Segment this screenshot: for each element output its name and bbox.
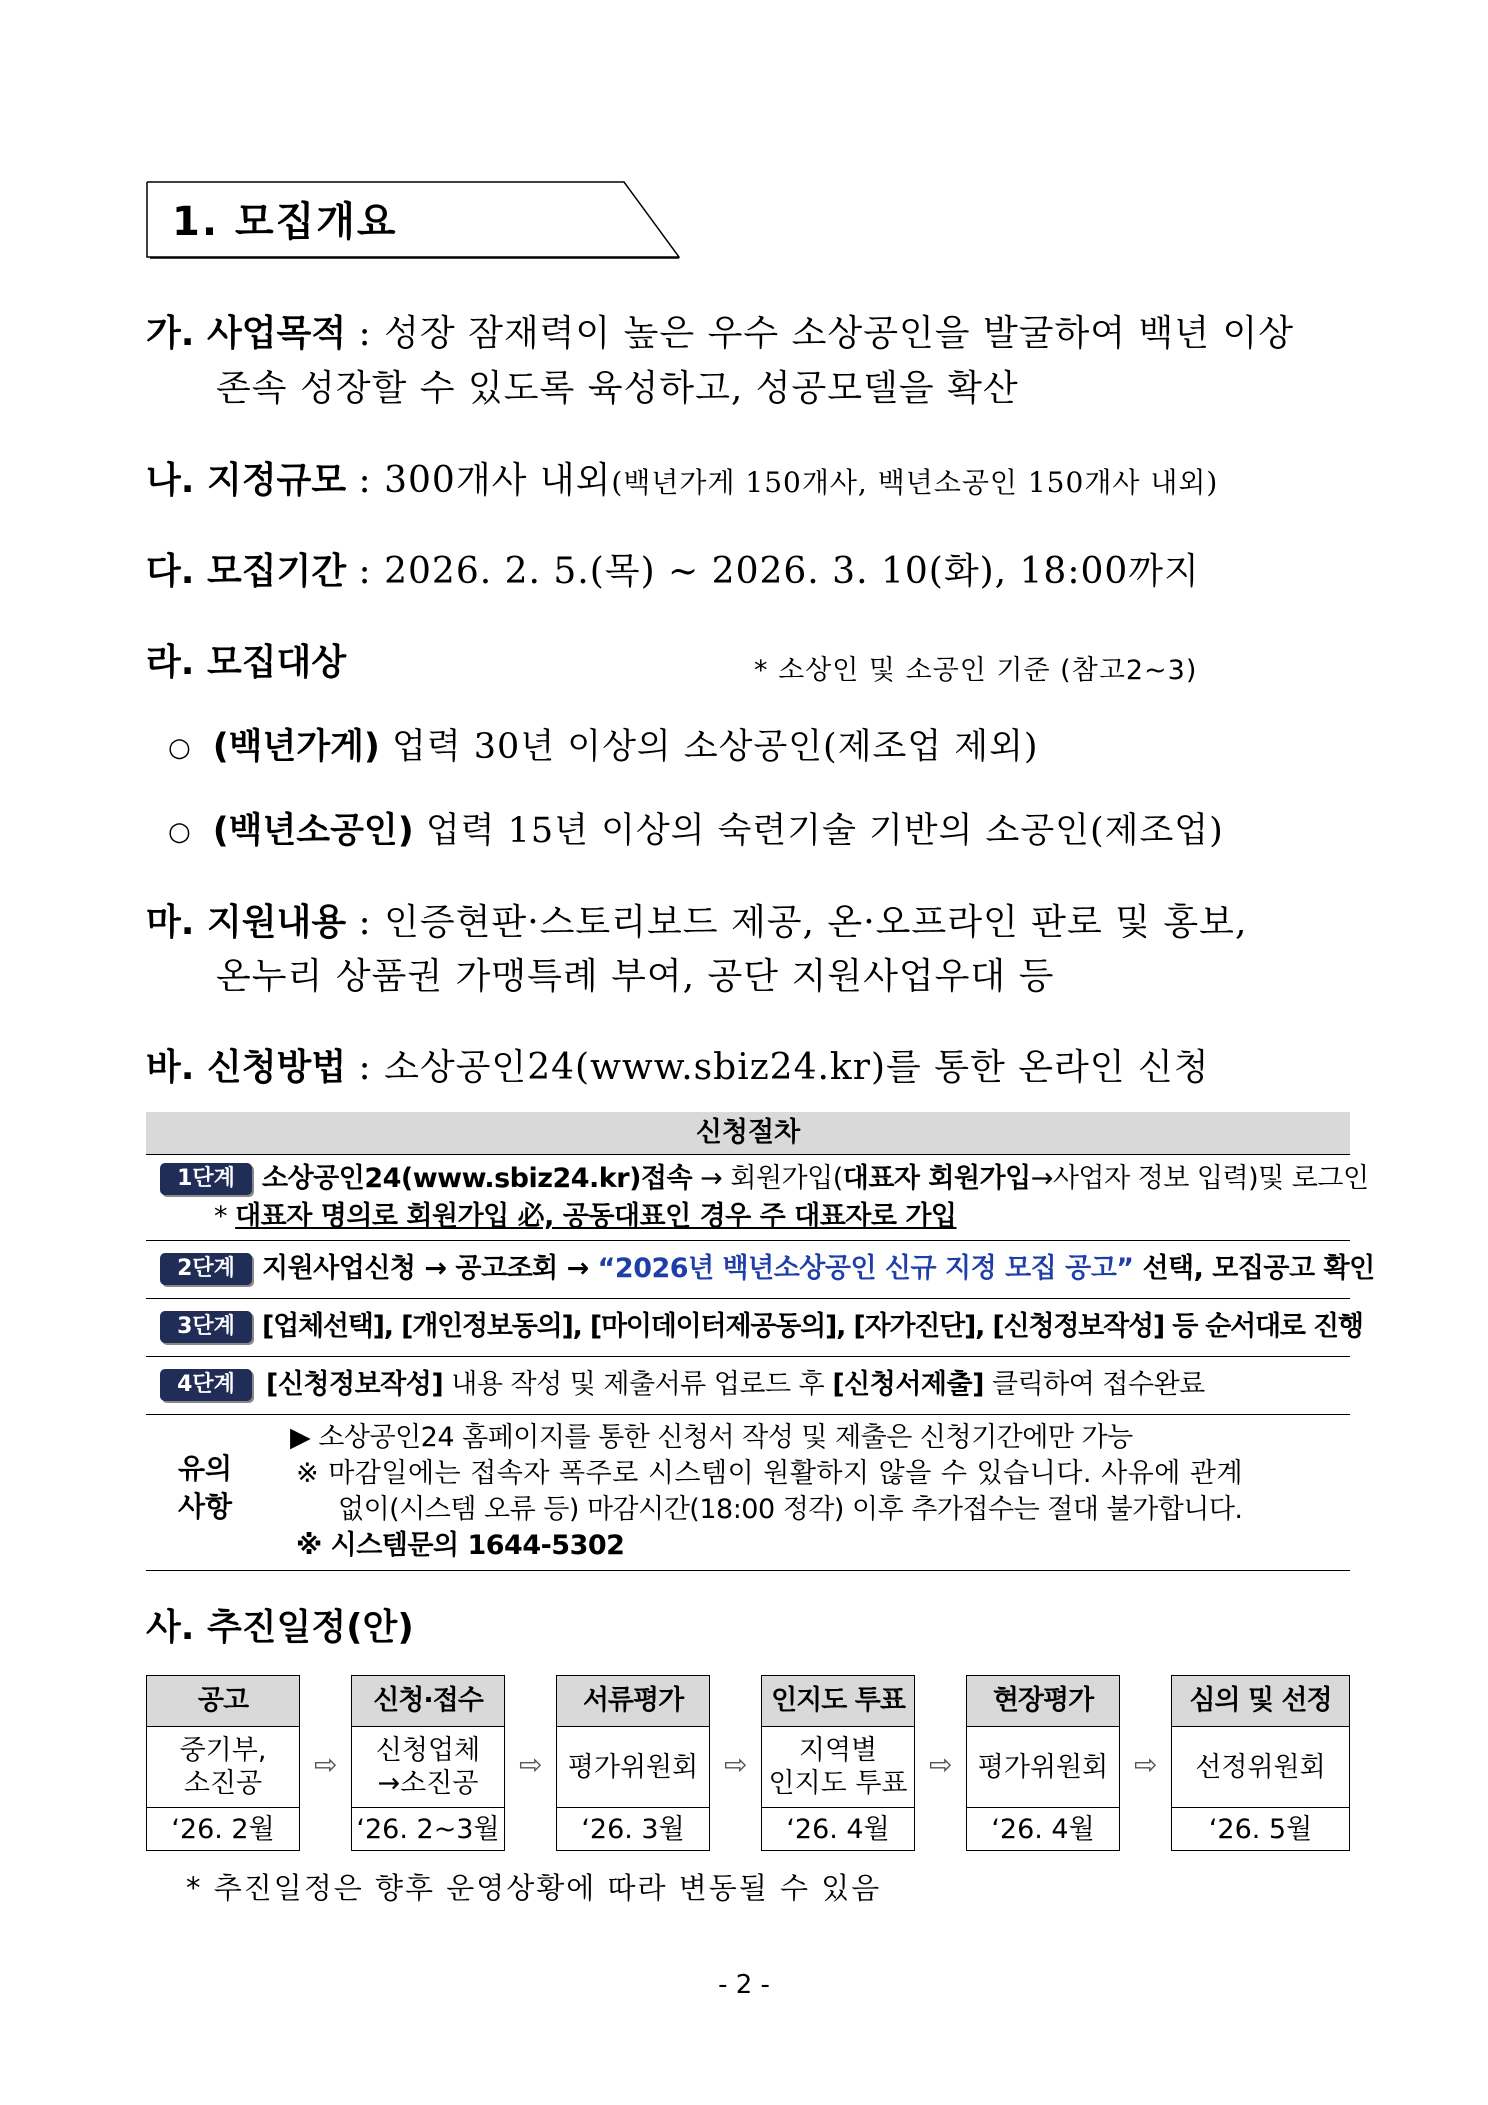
arrow-right-icon: ⇨	[929, 1748, 953, 1781]
arrow-right-icon: ⇨	[724, 1748, 748, 1781]
notice-label: 유의 사항	[178, 1452, 233, 1523]
step-1-text: 소상공인24(www.sbiz24.kr)접속 → 회원가입(대표자 회원가입→사업자 정보 입력)및 로그인	[262, 1163, 1369, 1194]
section-title: 1. 모집개요	[172, 199, 398, 245]
schedule-step: 서류평가 평가위원회 ‘26. 3월	[556, 1675, 710, 1851]
section-ga-body: 성장 잠재력이 높은 우수 소상공인을 발굴하여 백년 이상	[384, 313, 1295, 354]
step-2-text: 지원사업신청 → 공고조회 → “2026년 백년소상공인 신규 지정 모집 공고” 선택, 모집공고 확인	[262, 1253, 1375, 1284]
notice-line-3: 없이(시스템 오류 등) 마감시간(18:00 정각) 이후 추가접수는 절대 불가합니다.	[338, 1494, 1243, 1525]
step-4-text: [신청정보작성] 내용 작성 및 제출서류 업로드 후 [신청서제출] 클릭하여 접수완료	[266, 1369, 1205, 1400]
page-number: - 2 -	[718, 1970, 770, 2000]
arrow-right-icon: ⇨	[519, 1748, 543, 1781]
notice-line-4: ※ 시스템문의 1644-5302	[296, 1530, 625, 1561]
list-item: ○ (백년가게) 업력 30년 이상의 소상공인(제조업 제외)	[168, 727, 1039, 767]
section-ga-body-cont: 존속 성장할 수 있도록 육성하고, 성공모델을 확산	[216, 368, 1019, 409]
schedule-note: * 추진일정은 향후 운영상황에 따라 변동될 수 있음	[186, 1871, 882, 1905]
section-ra: 라. 모집대상	[146, 642, 347, 683]
schedule-step: 공고 중기부, 소진공 ‘26. 2월	[146, 1675, 300, 1851]
arrow-right-icon: ⇨	[1134, 1748, 1158, 1781]
schedule-step: 심의 및 선정 선정위원회 ‘26. 5월	[1171, 1675, 1350, 1851]
section-da: 다. 모집기간 : 2026. 2. 5.(목) ~ 2026. 3. 10(화), 18:00까지	[146, 551, 1200, 592]
divider	[146, 1298, 1350, 1299]
divider	[146, 1240, 1350, 1241]
schedule-step: 현장평가 평가위원회 ‘26. 4월	[966, 1675, 1120, 1851]
schedule-step: 인지도 투표 지역별 인지도 투표 ‘26. 4월	[761, 1675, 915, 1851]
section-ga-head: 가. 사업목적	[146, 313, 347, 354]
step-badge-2: 2단계	[160, 1253, 252, 1285]
step-badge-4: 4단계	[160, 1369, 252, 1401]
schedule-step: 신청·접수 신청업체 →소진공 ‘26. 2~3월	[351, 1675, 505, 1851]
notice-line-2: ※ 마감일에는 접속자 폭주로 시스템이 원활하지 않을 수 있습니다. 사유에 관계	[296, 1458, 1244, 1489]
step-badge-1: 1단계	[160, 1163, 252, 1195]
procedure-header: 신청절차	[146, 1112, 1350, 1155]
section-ra-note: * 소상인 및 소공인 기준 (참고2~3)	[754, 655, 1198, 686]
notice-line-1: ▶ 소상공인24 홈페이지를 통한 신청서 작성 및 제출은 신청기간에만 가능	[290, 1422, 1133, 1453]
divider	[146, 1570, 1350, 1571]
section-ga: 가. 사업목적 : 성장 잠재력이 높은 우수 소상공인을 발굴하여 백년 이상	[146, 313, 1295, 354]
step-1-note: * 대표자 명의로 회원가입 必, 공동대표인 경우 주 대표자로 가입	[214, 1201, 957, 1232]
divider	[146, 1414, 1350, 1415]
section-ba: 바. 신청방법 : 소상공인24(www.sbiz24.kr)를 통한 온라인 신청	[146, 1047, 1210, 1088]
step-badge-3: 3단계	[160, 1311, 252, 1343]
section-na: 나. 지정규모 : 300개사 내외(백년가게 150개사, 백년소공인 150개사 내외)	[146, 460, 1219, 501]
section-ma-body-cont: 온누리 상품권 가맹특례 부여, 공단 지원사업우대 등	[216, 956, 1055, 997]
arrow-right-icon: ⇨	[314, 1748, 338, 1781]
section-sa: 사. 추진일정(안)	[146, 1607, 414, 1648]
list-item: ○ (백년소공인) 업력 15년 이상의 숙련기술 기반의 소공인(제조업)	[168, 811, 1224, 851]
section-ma: 마. 지원내용 : 인증현판·스토리보드 제공, 온·오프라인 판로 및 홍보,	[146, 902, 1248, 943]
step-3-text: [업체선택], [개인정보동의], [마이데이터제공동의], [자가진단], [신청정보작성] 등 순서대로 진행	[262, 1311, 1363, 1342]
divider	[146, 1356, 1350, 1357]
